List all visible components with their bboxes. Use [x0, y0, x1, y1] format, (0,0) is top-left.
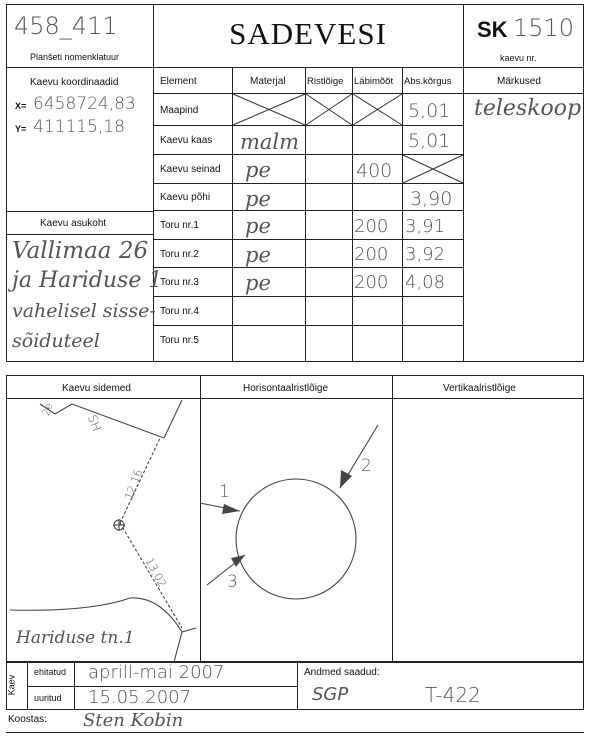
row-element: Kaevu kaas — [160, 135, 213, 146]
cell-materjal: pe — [245, 187, 271, 211]
distance-label: 13,02 — [142, 555, 169, 590]
pipe-label: 3 — [227, 572, 238, 592]
panel-title-vertikaal: Vertikaalristlõige — [443, 383, 516, 394]
x-label: X= — [15, 101, 27, 111]
cell-labimoot: 200 — [354, 272, 389, 293]
location-line: ja Hariduse 1 — [12, 268, 163, 293]
author-value: Sten Kobin — [83, 710, 184, 731]
coordinates-caption: Kaevu koordinaadid — [30, 77, 119, 88]
divider — [6, 732, 584, 733]
cell-labimoot: 200 — [354, 244, 389, 265]
cell-abs: 3,92 — [405, 244, 446, 265]
sheet-caption: Planšeti nomenklatuur — [30, 52, 120, 62]
kaev-label: Kaev — [6, 674, 17, 696]
location-line: sõiduteel — [12, 330, 100, 352]
row-element: Kaevu seinad — [160, 164, 221, 175]
page-title: SADEVESI — [229, 16, 387, 51]
cell-materjal: pe — [245, 243, 271, 267]
label-2e: 2e — [40, 401, 56, 418]
well-caption: kaevu nr. — [500, 53, 537, 63]
location-line: Vallimaa 26 — [12, 238, 149, 264]
source-value: T-422 — [425, 683, 481, 707]
pipe-label: 1 — [219, 482, 230, 502]
cell-abs: 3,91 — [405, 216, 446, 237]
cell-abs: 5,01 — [408, 130, 451, 152]
col-header-markused: Märkused — [497, 76, 541, 87]
cell-materjal: malm — [240, 130, 300, 154]
col-header-ristloige: Ristlõige — [307, 76, 344, 87]
cell-abs: 5,01 — [408, 100, 451, 122]
street-label: Hariduse tn.1 — [16, 628, 135, 648]
panel-title-sidemed: Kaevu sidemed — [62, 383, 131, 394]
built-value: aprill-mai 2007 — [88, 662, 225, 683]
panel-title-horisontaal: Horisontaalristlõige — [243, 383, 329, 394]
col-header-abs: Abs.kõrgus — [404, 76, 452, 87]
cell-materjal: pe — [245, 158, 271, 182]
col-header-labimoot: Läbimõõt — [354, 76, 394, 87]
cell-materjal: pe — [245, 271, 271, 295]
cell-abs: 3,90 — [410, 188, 453, 210]
source-value: SGP — [312, 684, 349, 705]
sheet-number: 458_411 — [14, 12, 118, 40]
y-label: Y= — [15, 124, 27, 134]
row-element: Toru nr.2 — [160, 249, 199, 260]
col-header-element: Element — [160, 76, 197, 87]
surveyed-value: 15.05.2007 — [88, 687, 192, 708]
surveyed-label: uuritud — [34, 693, 62, 703]
row-element: Toru nr.3 — [160, 277, 199, 288]
cell-labimoot: 200 — [354, 216, 389, 237]
location-line: vahelisel sisse- — [12, 300, 156, 322]
row-element: Toru nr.1 — [160, 220, 199, 231]
y-value: 411115,18 — [33, 117, 125, 137]
col-header-materjal: Materjal — [250, 76, 286, 87]
row-element: Maapind — [160, 105, 199, 116]
label-sh: SH — [84, 412, 104, 434]
location-caption: Kaevu asukoht — [40, 218, 107, 229]
cell-abs: 4,08 — [405, 272, 446, 293]
well-number: 1510 — [513, 14, 575, 42]
divider — [297, 662, 298, 710]
built-label: ehitatud — [34, 667, 67, 677]
cell-labimoot: 400 — [356, 160, 393, 182]
source-label: Andmed saadud: — [304, 667, 380, 678]
row-element: Toru nr.5 — [160, 335, 199, 346]
author-label: Koostas: — [8, 714, 47, 725]
well-prefix: SK — [477, 17, 508, 42]
cell-materjal: pe — [245, 214, 271, 238]
distance-label: 12,16 — [122, 467, 146, 502]
row-element: Kaevu põhi — [160, 192, 211, 203]
cell-markused: teleskoop — [474, 96, 582, 121]
row-element: Toru nr.4 — [160, 306, 199, 317]
x-value: 6458724,83 — [33, 94, 136, 114]
pipe-label: 2 — [361, 456, 372, 476]
